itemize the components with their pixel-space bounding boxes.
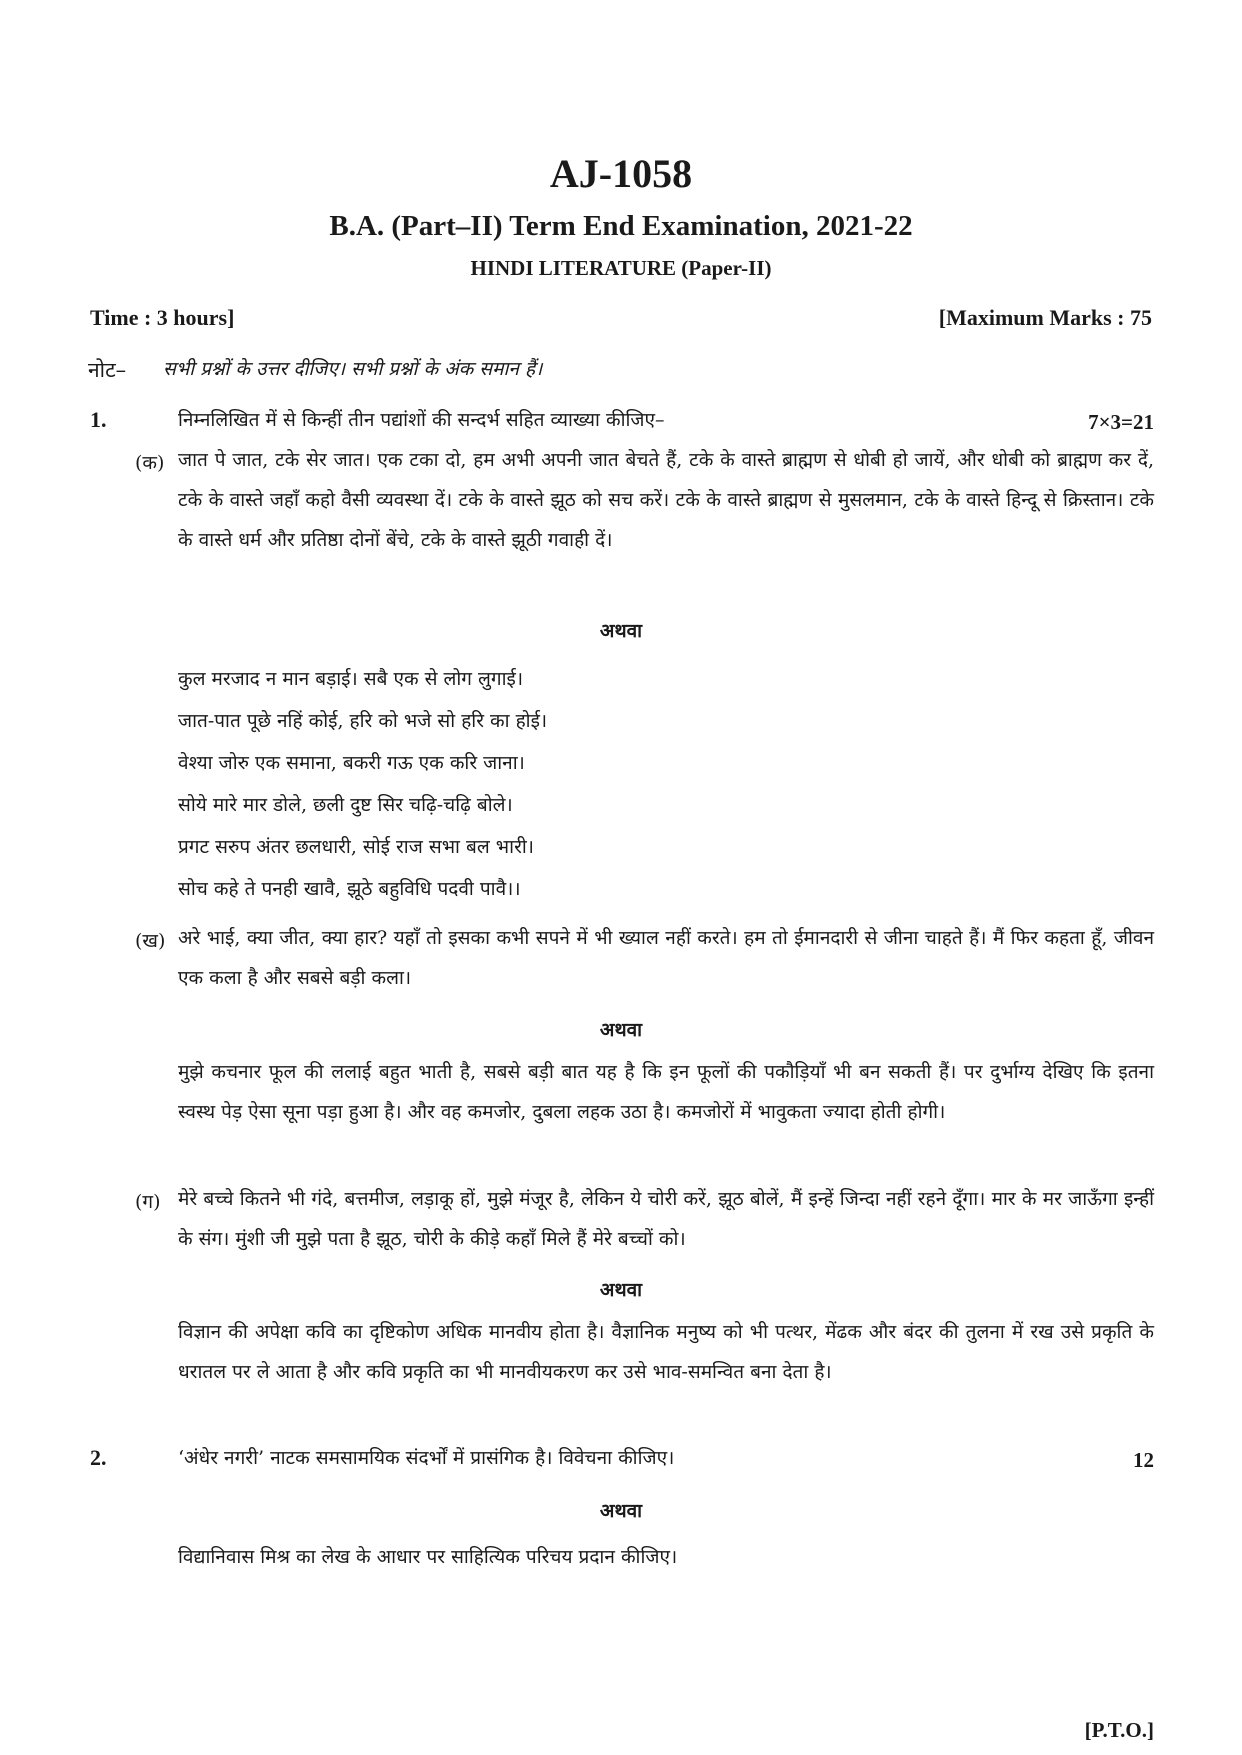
- paper-code: AJ-1058: [549, 151, 693, 196]
- part-kha-label: (ख): [135, 930, 166, 952]
- part-ka-label: (क): [135, 452, 165, 474]
- question-2-alt-text: विद्यानिवास मिश्र का लेख के आधार पर साहित्यिक परिचय प्रदान कीजिए।: [178, 1546, 678, 1568]
- note-text: सभी प्रश्नों के उत्तर दीजिए। सभी प्रश्नों के अंक समान हैं।: [163, 358, 543, 380]
- verse-line: कुल मरजाद न मान बड़ाई। सबै एक से लोग लुगाई।: [178, 668, 524, 690]
- question-1-marks: 7×3=21: [1088, 410, 1154, 434]
- part-ga-alt-passage: विज्ञान की अपेक्षा कवि का दृष्टिकोण अधिक मानवीय होता है। वैज्ञानिक मनुष्य को भी पत्थर, मेंढक और बंदर की तुलना में रख उसे प्रकृति के धरातल पर ले आता है और कवि प्रकृति का भी मानवीयकरण कर उसे भाव-समन्वित बना देता है।: [178, 1321, 1154, 1383]
- question-1-number: 1.: [90, 407, 107, 432]
- verse-line: वेश्या जोरु एक समाना, बकरी गऊ एक करि जाना।: [178, 752, 525, 774]
- please-turn-over: [P.T.O.]: [1084, 1718, 1154, 1742]
- part-ga-label: (ग): [135, 1191, 161, 1213]
- part-kha-alt-passage: मुझे कचनार फूल की ललाई बहुत भाती है, सबसे बड़ी बात यह है कि इन फूलों की पकौड़ियाँ भी बन सकती हैं। पर दुर्भाग्य देखिए कि इतना स्वस्थ पेड़ ऐसा सूना पड़ा हुआ है। और वह कमजोर, दुबला लहक उठा है। कमजोरों में भावुकता ज्यादा होती होगी।: [178, 1061, 1154, 1123]
- verse-line: सोये मारे मार डोले, छली दुष्ट सिर चढ़ि-चढ़ि बोले।: [178, 794, 513, 816]
- note-label: नोट–: [88, 358, 127, 382]
- verse-line: सोच कहे ते पनही खावै, झूठे बहुविधि पदवी पावै।।: [178, 878, 521, 900]
- question-2-marks: 12: [1133, 1448, 1154, 1472]
- subject-title: HINDI LITERATURE (Paper-II): [470, 256, 772, 280]
- question-1-text: निम्नलिखित में से किन्हीं तीन पद्यांशों की सन्दर्भ सहित व्याख्या कीजिए–: [178, 409, 665, 431]
- part-kha-passage: अरे भाई, क्या जीत, क्या हार? यहाँ तो इसका कभी सपने में भी ख्याल नहीं करते। हम तो ईमानदारी से जीना चाहते हैं। मैं फिर कहता हूँ, जीवन एक कला है और सबसे बड़ी कला।: [178, 927, 1154, 989]
- question-2-number: 2.: [90, 1445, 107, 1470]
- question-2-or: अथवा: [599, 1500, 643, 1522]
- time-allowed: Time : 3 hours]: [90, 305, 235, 330]
- part-ka-or: अथवा: [599, 620, 643, 642]
- part-ka-passage: जात पे जात, टके सेर जात। एक टका दो, हम अभी अपनी जात बेचते हैं, टके के वास्ते ब्राह्मण से धोबी हो जायें, और धोबी को ब्राह्मण कर दें, टके के वास्ते जहाँ कहो वैसी व्यवस्था दें। टके के वास्ते झूठ को सच करें। टके के वास्ते ब्राह्मण से मुसलमान, टके के वास्ते हिन्दू से क्रिस्तान। टके के वास्ते धर्म और प्रतिष्ठा दोनों बेंचे, टके के वास्ते झूठी गवाही दें।: [178, 449, 1155, 551]
- verse-line: जात-पात पूछे नहिं कोई, हरि को भजे सो हरि का होई।: [178, 710, 548, 732]
- question-2-text: ‘अंधेर नगरी’ नाटक समसामयिक संदर्भों में प्रासंगिक है। विवेचना कीजिए।: [178, 1447, 675, 1469]
- maximum-marks: [Maximum Marks : 75: [938, 305, 1152, 330]
- part-kha-or: अथवा: [599, 1019, 643, 1041]
- part-ga-or: अथवा: [599, 1279, 643, 1301]
- part-ga-passage: मेरे बच्चे कितने भी गंदे, बत्तमीज, लड़ाकू हों, मुझे मंजूर है, लेकिन ये चोरी करें, झूठ बोलें, मैं इन्हें जिन्दा नहीं रहने दूँगा। मार के मर जाऊँगा इन्हीं के संग। मुंशी जी मुझे पता है झूठ, चोरी के कीड़े कहाँ मिले हैं मेरे बच्चों को।: [178, 1188, 1154, 1250]
- exam-title: B.A. (Part–II) Term End Examination, 2021-22: [329, 210, 913, 242]
- verse-line: प्रगट सरुप अंतर छलधारी, सोई राज सभा बल भारी।: [178, 836, 534, 858]
